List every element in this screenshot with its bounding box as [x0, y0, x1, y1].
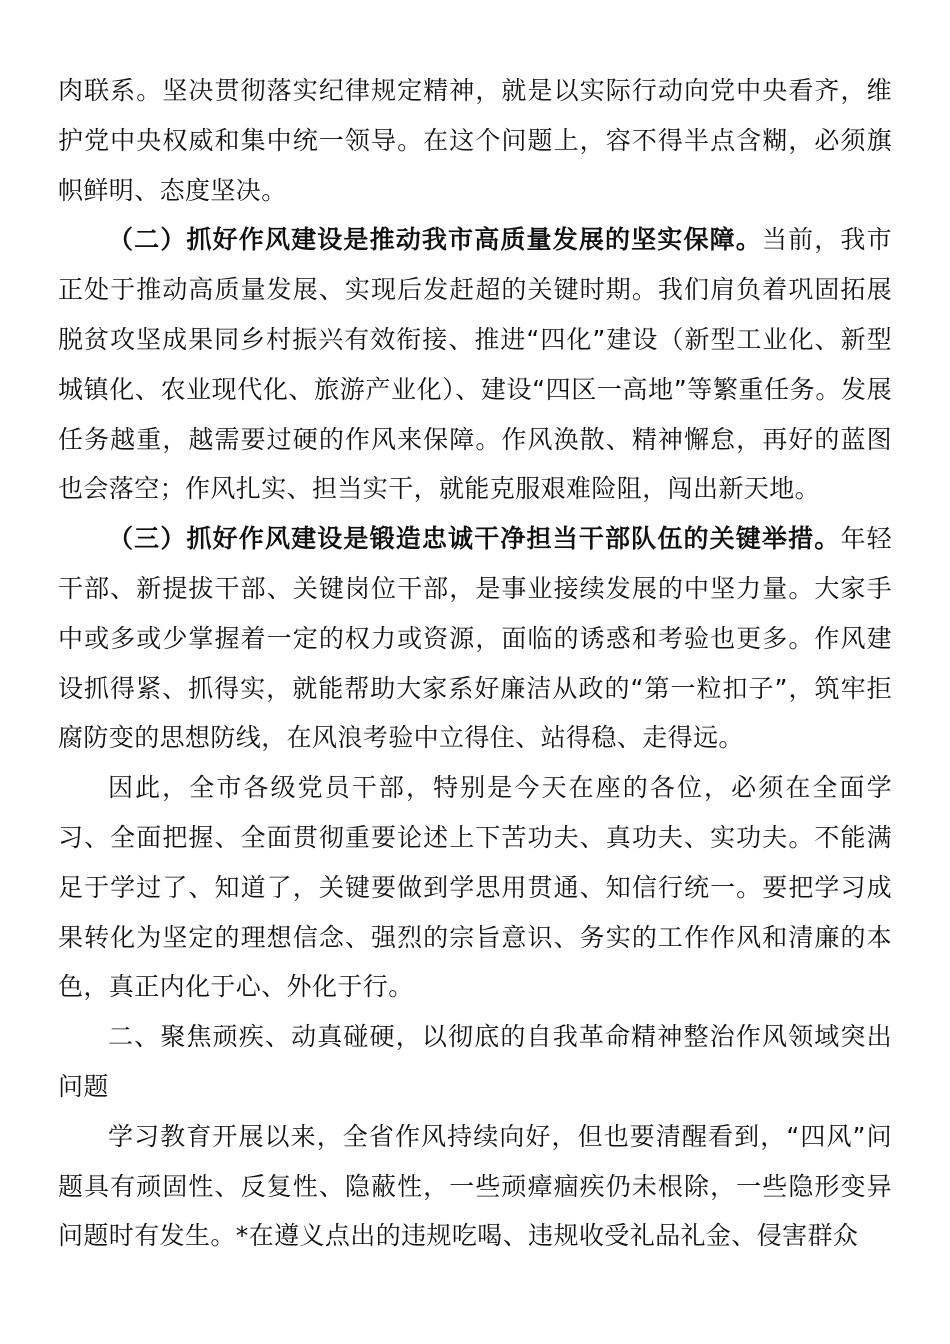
paragraph-lead-heading: （二）抓好作风建设是推动我市高质量发展的坚实保障。: [108, 225, 762, 255]
paragraph-since: [58, 1112, 892, 1261]
paragraph-point-3: [58, 514, 892, 763]
paragraph-continuation: [58, 66, 892, 215]
paragraph-point-2: [58, 215, 892, 514]
section-heading-2: [58, 1012, 892, 1112]
paragraph-therefore: [58, 763, 892, 1012]
paragraph-text: 当前，我市正处于推动高质量发展、实现后发赶超的关键时期。我们肩负着巩固拓展脱贫攻坚成果同乡村振兴有效衔接、推进“四化”建设（新型工业化、新型城镇化、农业现代化、旅游产业化）、建设“四区一高地”等繁重任务。发展任务越重，越需要过硬的作风来保障。作风涣散、精神懈怠，再好的蓝图也会落空；作风扎实、担当实干，就能克服艰难险阻，闯出新天地。: [58, 225, 892, 504]
document-page: [58, 66, 892, 1261]
paragraph-lead-heading: （三）抓好作风建设是锻造忠诚干净担当干部队伍的关键举措。: [108, 524, 841, 554]
paragraph-text: 学习教育开展以来，全省作风持续向好，但也要清醒看到，“四风”问题具有顽固性、反复性、隐蔽性，一些顽瘴痼疾仍未根除，一些隐形变异问题时有发生。*在遵义点出的违规吃喝、违规收受礼品礼金、侵害群众: [58, 1121, 892, 1251]
section-heading-text: 二、聚焦顽疾、动真碰硬，以彻底的自我革命精神整治作风领域突出问题: [58, 1022, 892, 1101]
paragraph-text: 肉联系。坚决贯彻落实纪律规定精神，就是以实际行动向党中央看齐，维护党中央权威和集中统一领导。在这个问题上，容不得半点含糊，必须旗帜鲜明、态度坚决。: [58, 76, 892, 205]
paragraph-text: 年轻干部、新提拔干部、关键岗位干部，是事业接续发展的中坚力量。大家手中或多或少掌握着一定的权力或资源，面临的诱惑和考验也更多。作风建设抓得紧、抓得实，就能帮助大家系好廉洁从政的“第一粒扣子”，筑牢拒腐防变的思想防线，在风浪考验中立得住、站得稳、走得远。: [58, 524, 892, 753]
paragraph-text: 因此，全市各级党员干部，特别是今天在座的各位，必须在全面学习、全面把握、全面贯彻重要论述上下苦功夫、真功夫、实功夫。不能满足于学过了、知道了，关键要做到学思用贯通、知信行统一。要把学习成果转化为坚定的理想信念、强烈的宗旨意识、务实的工作作风和清廉的本色，真正内化于心、外化于行。: [58, 773, 892, 1002]
